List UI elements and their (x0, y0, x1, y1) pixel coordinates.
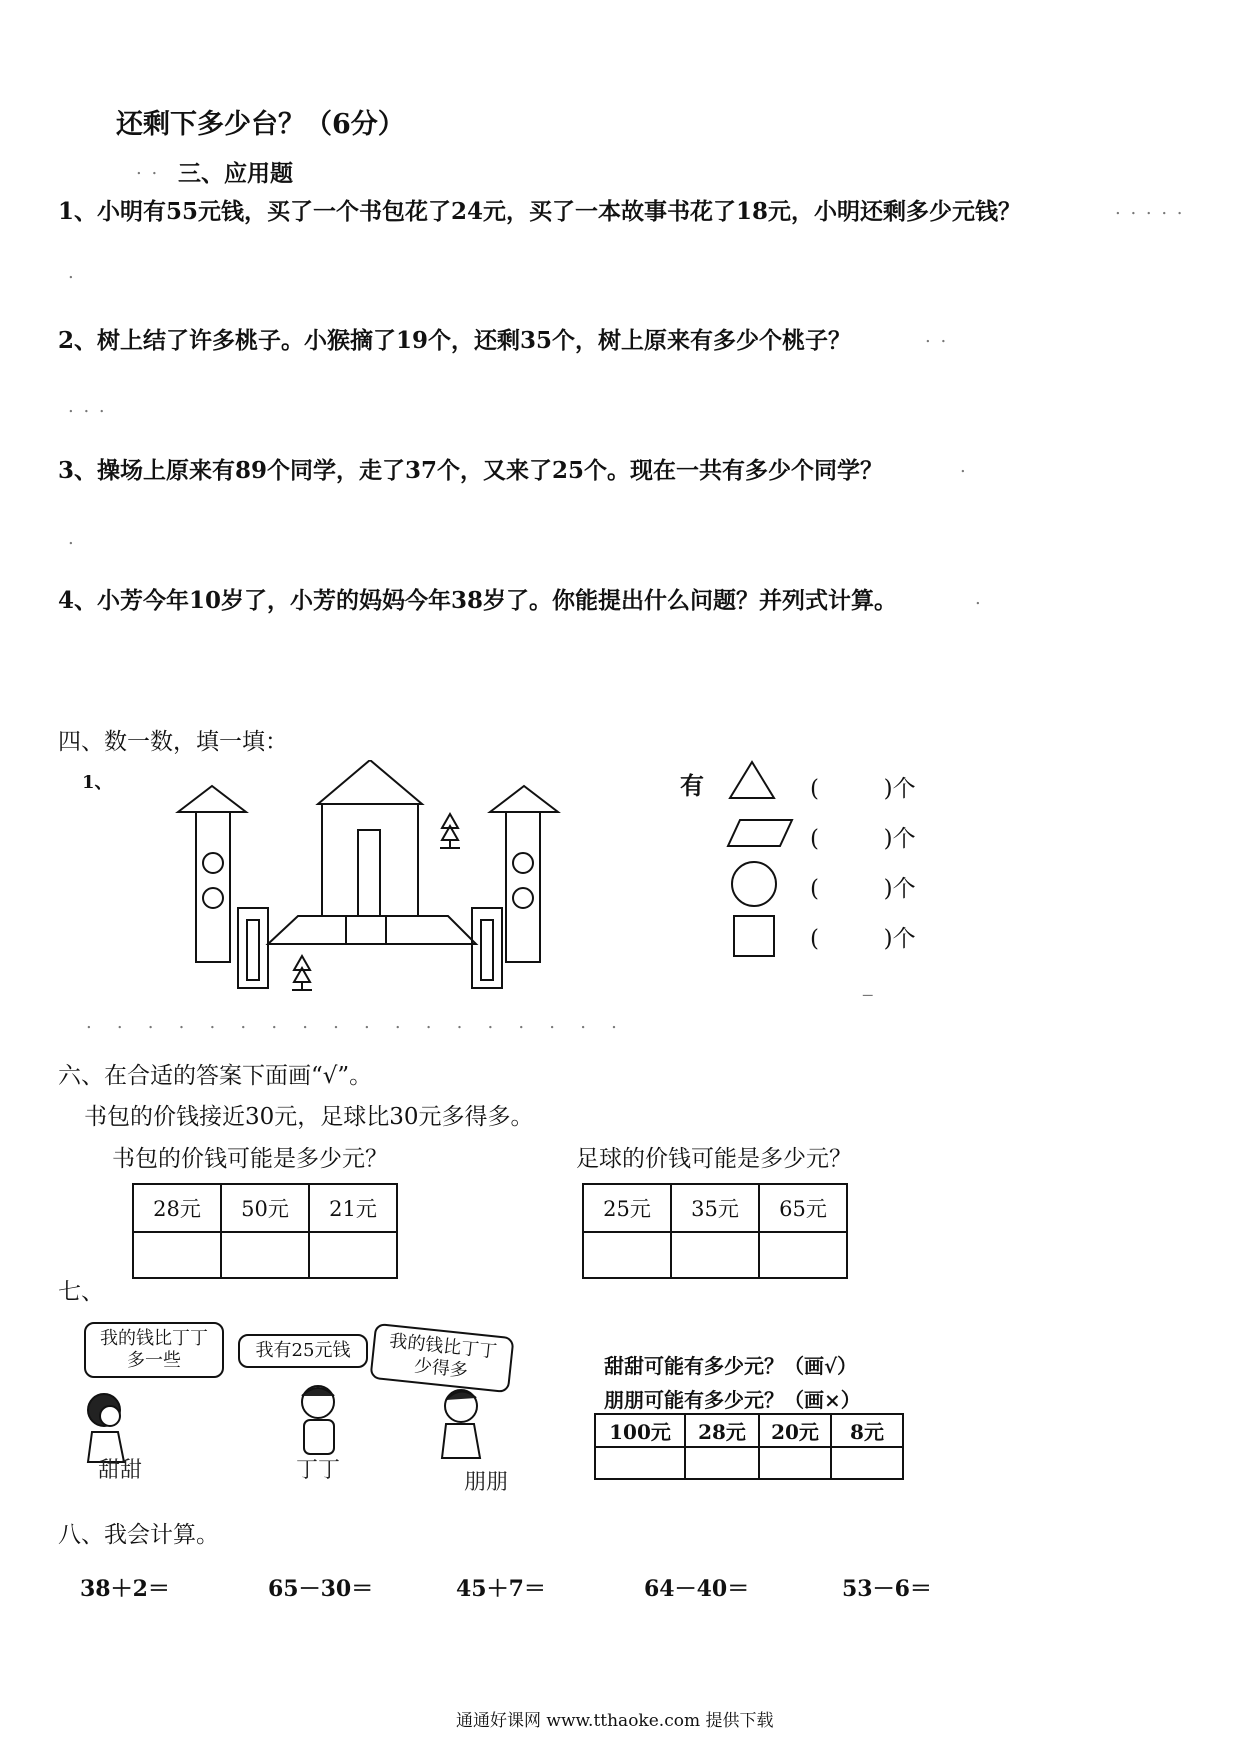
section8-title: 八、我会计算。 (58, 1522, 219, 1548)
left-tower-roof-triangle (178, 786, 246, 812)
section6-title: 六、在合适的答案下面画“√”。 (58, 1063, 373, 1089)
dot-mark: . (68, 262, 76, 283)
section4-item-number: 1、 (82, 772, 113, 793)
calc-problem-2: 65－30＝ (268, 1576, 374, 1602)
money-answer-cell[interactable] (685, 1447, 759, 1479)
bag-answer-cell[interactable] (133, 1232, 221, 1278)
ball-option: 25元 (583, 1184, 671, 1232)
calc-problem-1: 38＋2＝ (80, 1576, 170, 1602)
question-4: 4、小芳今年10岁了，小芳的妈妈今年38岁了。你能提出什么问题？并列式计算。 (58, 587, 898, 614)
pengpeng-question: 朋朋可能有多少元？（画×） (604, 1388, 861, 1412)
speech-bubble-pengpeng: 我的钱比丁丁少得多 (369, 1323, 514, 1393)
ball-answer-cell[interactable] (671, 1232, 759, 1278)
dot-mark: . (960, 456, 968, 477)
speech-bubble-tiantian: 我的钱比丁丁多一些 (84, 1322, 224, 1378)
question-3: 3、操场上原来有89个同学，走了37个，又来了25个。现在一共有多少个同学？ (58, 457, 884, 484)
section6-bag-question: 书包的价钱可能是多少元？ (112, 1146, 388, 1172)
right-tower-circle-1 (513, 853, 533, 873)
money-options-table (594, 1413, 904, 1480)
count-blank-close-2: )个 (883, 826, 916, 852)
count-blank-open-2: ( (810, 826, 819, 852)
money-option: 20元 (759, 1414, 831, 1447)
ball-price-table (582, 1183, 848, 1279)
bag-option: 28元 (133, 1184, 221, 1232)
house-body (322, 804, 418, 916)
count-blank-open-4: ( (810, 926, 819, 952)
bag-option: 21元 (309, 1184, 397, 1232)
bag-answer-cell[interactable] (309, 1232, 397, 1278)
section7-title: 七、 (58, 1279, 104, 1305)
dot-mark: . (975, 588, 983, 609)
money-answer-cell[interactable] (831, 1447, 903, 1479)
right-tower-roof-triangle (490, 786, 558, 812)
name-tiantian: 甜甜 (98, 1458, 143, 1483)
dot-row: . . . . . . . . . . . . . . . . . . (86, 1012, 619, 1033)
count-prefix: 有 (680, 771, 704, 800)
bag-option: 50元 (221, 1184, 309, 1232)
dot-mark: ‒ (862, 984, 876, 1005)
circle-icon (732, 862, 776, 906)
money-option: 100元 (595, 1414, 685, 1447)
shape-legend (722, 756, 802, 966)
trapezoid-base (268, 916, 476, 944)
count-blank-open-3: ( (810, 876, 819, 902)
bag-answer-cell[interactable] (221, 1232, 309, 1278)
boy-body-icon (304, 1420, 334, 1454)
parallelogram-icon (728, 820, 792, 846)
question-2: 2、树上结了许多桃子。小猴摘了19个，还剩35个，树上原来有多少个桃子？ (58, 327, 852, 354)
section6-ball-question: 足球的价钱可能是多少元？ (576, 1146, 852, 1172)
dot-mark: . . (136, 158, 160, 179)
base-square (346, 916, 386, 944)
money-answer-cell[interactable] (595, 1447, 685, 1479)
section3-title: 三、应用题 (178, 160, 293, 187)
dot-mark: . (68, 528, 76, 549)
money-answer-cell[interactable] (759, 1447, 831, 1479)
triangle-icon (730, 762, 774, 798)
question-1: 1、小明有55元钱，买了一个书包花了24元，买了一本故事书花了18元，小明还剩多少元钱？ (58, 198, 1022, 225)
ball-answer-cell[interactable] (759, 1232, 847, 1278)
dot-mark: . . . . . (1115, 198, 1185, 219)
left-tower-circle-1 (203, 853, 223, 873)
name-pengpeng: 朋朋 (464, 1470, 509, 1495)
ball-option: 35元 (671, 1184, 759, 1232)
left-tower-circle-2 (203, 888, 223, 908)
calc-problem-4: 64－40＝ (644, 1576, 750, 1602)
top-heading: 还剩下多少台？（6分） (116, 109, 405, 140)
child-body-icon (442, 1424, 480, 1458)
speech-bubble-dingding: 我有25元钱 (238, 1334, 368, 1368)
section6-statement: 书包的价钱接近30元，足球比30元多得多。 (84, 1104, 534, 1130)
count-blank-close-1: )个 (883, 776, 916, 802)
money-option: 28元 (685, 1414, 759, 1447)
dot-mark: . . . (68, 396, 107, 417)
calc-problem-3: 45＋7＝ (456, 1576, 546, 1602)
count-blank-close-4: )个 (883, 926, 916, 952)
count-blank-close-3: )个 (883, 876, 916, 902)
footer-credit: 通通好课网 www.tthaoke.com 提供下载 (456, 1711, 774, 1731)
house-door (358, 830, 380, 916)
name-dingding: 丁丁 (296, 1458, 341, 1483)
section4-title: 四、数一数，填一填： (58, 729, 288, 755)
dot-mark: . . (925, 326, 949, 347)
bag-price-table (132, 1183, 398, 1279)
left-pillar-window (247, 920, 259, 980)
calc-problem-5: 53－6＝ (842, 1576, 932, 1602)
count-blank-open-1: ( (810, 776, 819, 802)
house-roof-triangle (318, 760, 422, 804)
right-tower-circle-2 (513, 888, 533, 908)
ball-answer-cell[interactable] (583, 1232, 671, 1278)
money-option: 8元 (831, 1414, 903, 1447)
square-icon (734, 916, 774, 956)
ball-option: 65元 (759, 1184, 847, 1232)
right-pillar-window (481, 920, 493, 980)
shape-building-figure (170, 760, 590, 995)
tiantian-question: 甜甜可能有多少元？（画√） (604, 1354, 858, 1378)
